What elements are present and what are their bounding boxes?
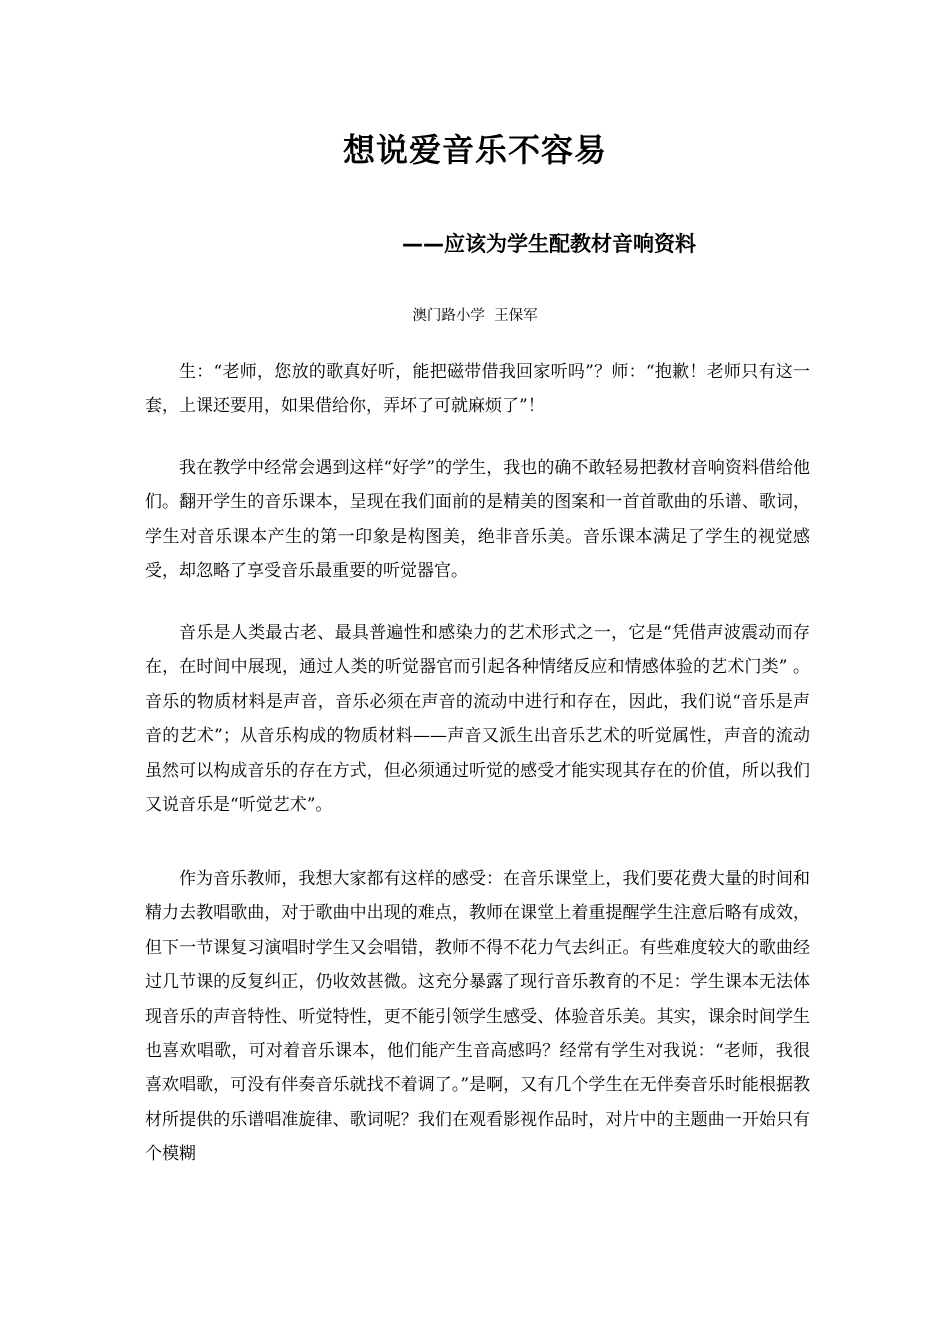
paragraph-dialogue: 生：“老师，您放的歌真好听，能把磁带借我回家听吗”？师：“抱歉！老师只有这一套，上课还要用，如果借给你，弄坏了可就麻烦了”！: [145, 362, 810, 417]
paragraph-music-definition: 音乐是人类最古老、最具普遍性和感染力的艺术形式之一，它是“凭借声波震动而存在，在时间中展现，通过人类的听觉器官而引起各种情绪反应和情感体验的艺术门类” 。音乐的物质材料是声音，音乐必须在声音的流动中进行和存在，因此，我们说“音乐是声音的艺术”；从音乐构成的物质材料——声音又派生出音乐艺术的听觉属性，声音的流动虽然可以构成音乐的存在方式，但必须通过听觉的感受才能实现其存在的价值，所以我们又说音乐是“听觉艺术”。: [145, 623, 810, 816]
paragraph-teacher-feelings: 作为音乐教师，我想大家都有这样的感受：在音乐课堂上，我们要花费大量的时间和精力去教唱歌曲，对于歌曲中出现的难点，教师在课堂上着重提醒学生注意后略有成效，但下一节课复习演唱时学生又会唱错，教师不得不花力气去纠正。有些难度较大的歌曲经过几节课的反复纠正，仍收效甚微。这充分暴露了现行音乐教育的不足：学生课本无法体现音乐的声音特性、听觉特性，更不能引领学生感受、体验音乐美。其实，课余时间学生也喜欢唱歌，可对着音乐课本，他们能产生音高感吗？经常有学生对我说：“老师，我很喜欢唱歌，可没有伴奏音乐就找不着调了。”是啊，又有几个学生在无伴奏音乐时能根据教材所提供的乐谱唱准旋律、歌词呢？我们在观看影视作品时，对片中的主题曲一开始只有个模糊: [145, 869, 810, 1165]
author-line: 澳门路小学 王保军: [412, 308, 538, 324]
document-subtitle: ——应该为学生配教材音响资料: [402, 232, 696, 256]
paragraph-teaching-experience: 我在教学中经常会遇到这样“好学”的学生，我也的确不敢轻易把教材音响资料借给他们。翻开学生的音乐课本，呈现在我们面前的是精美的图案和一首首歌曲的乐谱、歌词，学生对音乐课本产生的第一印象是构图美，绝非音乐美。音乐课本满足了学生的视觉感受，却忽略了享受音乐最重要的听觉器官。: [145, 458, 810, 582]
document-title: 想说爱音乐不容易: [342, 131, 607, 169]
